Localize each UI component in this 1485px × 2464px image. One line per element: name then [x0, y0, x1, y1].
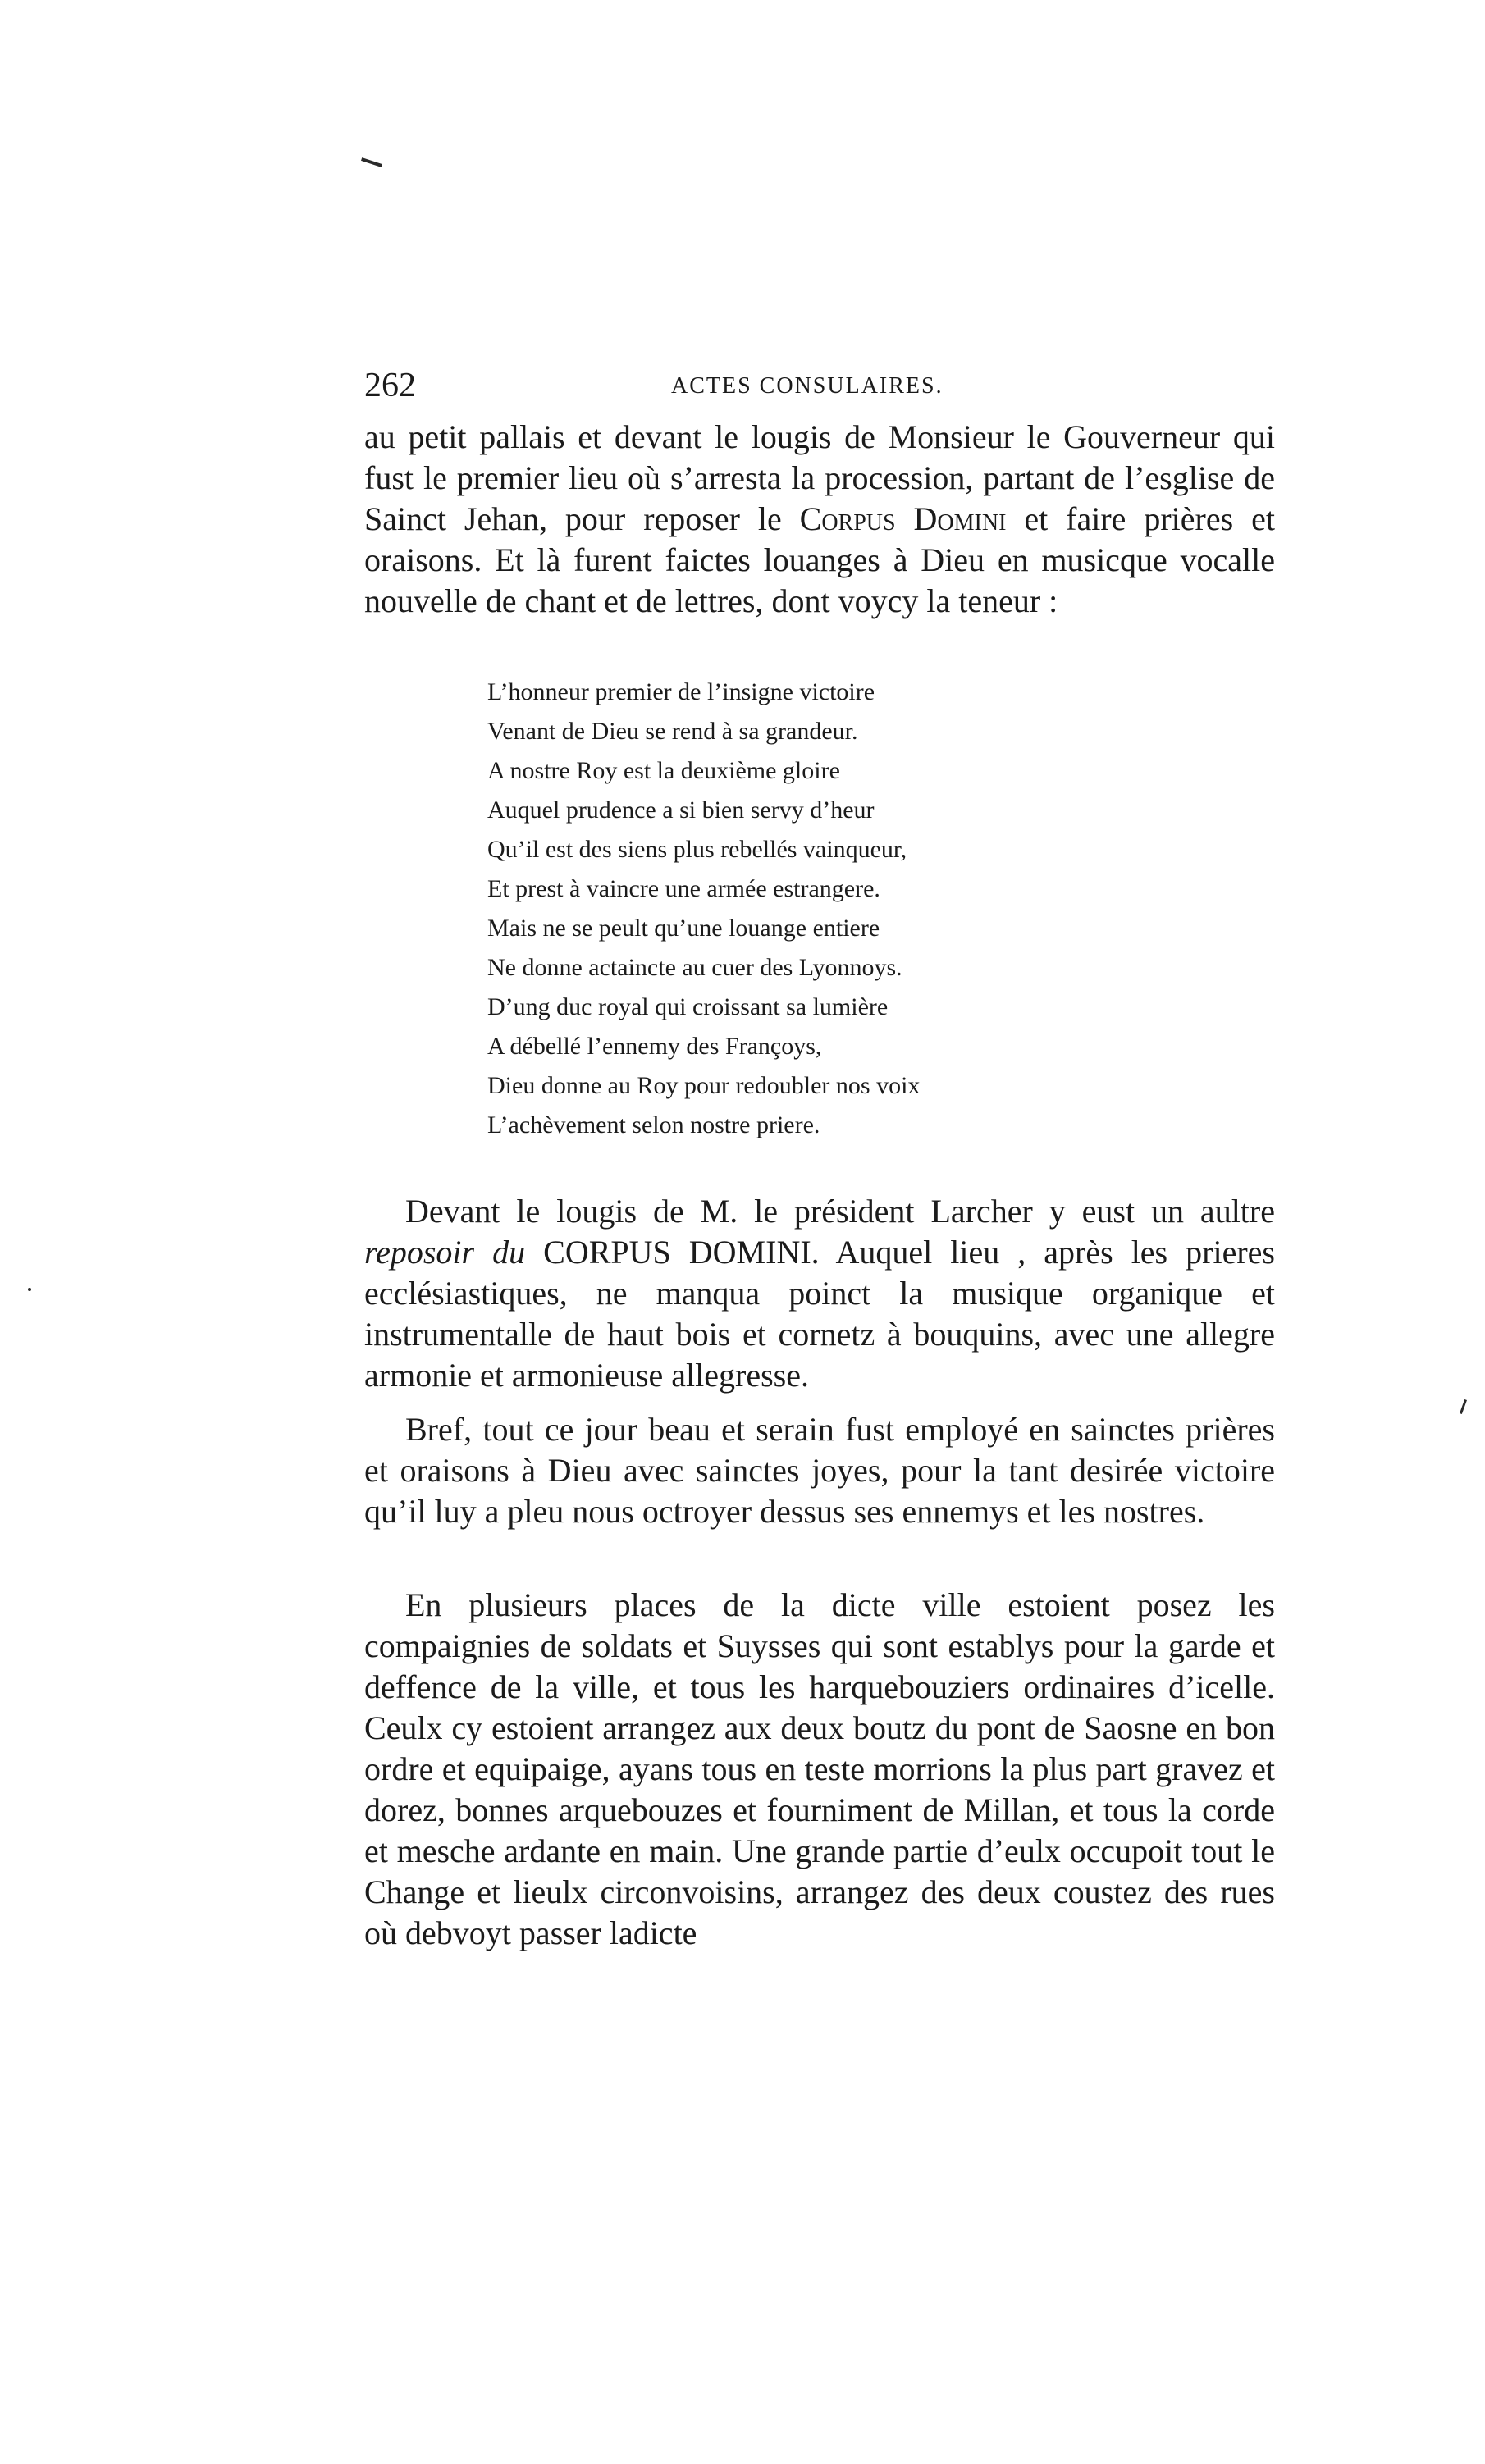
paragraph-text: Devant le lougis de M. le président Larcher y eust un aultre — [405, 1193, 1275, 1230]
scan-mark — [361, 157, 382, 167]
paragraph-text: au petit pallais et devant le lougis de Monsieur le Gouverneur qui fust le premier lieu où s’arresta la procession, partant de l’esglise de Sainct Jehan, pour reposer le — [364, 418, 1275, 537]
verse-line: Auquel prudence a si bien servy d’heur — [487, 796, 875, 824]
verse-line: Mais ne se peult qu’une louange entiere — [487, 915, 880, 942]
verse-line: Qu’il est des siens plus rebellés vainqueur, — [487, 836, 907, 863]
paragraph-text: CORPUS DOMINI. Auquel lieu , après les prieres ecclésiastiques, ne manqua poinct la musique organique et instrumentalle de haut bois et cornetz à bouquins, avec une allegre armonie et armonieuse allegresse. — [364, 1234, 1275, 1394]
paragraph-text: et faire prières et oraisons. Et là furent faictes louanges à Dieu en musicque vocalle nouvelle de chant et de lettres, dont voycy la teneur : — [364, 500, 1275, 619]
reposoir-italic: reposoir du — [364, 1234, 526, 1271]
verse-line: A nostre Roy est la deuxième gloire — [487, 757, 840, 784]
paragraph-compaignies: En plusieurs places de la dicte ville estoient posez les compaignies de soldats et Suysses qui sont establys pour la garde et deffence de la ville, et tous les harquebouziers ordinaires d’icelle. Ceulx cy estoient arrangez aux deux boutz du pont de Saosne en bon ordre et equipaige, ayans tous en teste morrions la plus part gravez et dorez, bonnes arquebouzes et fourniment de Millan, et tous la corde et mesche ardante en main. Une grande partie d’eulx occupoit tout le Change et lieulx circonvoisins, arrangez des deux coustez des rues où debvoyt passer ladicte — [364, 1586, 1275, 1951]
verse-line: L’achèvement selon nostre priere. — [487, 1111, 820, 1138]
paragraph-bref: Bref, tout ce jour beau et serain fust employé en sainctes prières et oraisons à Dieu avec sainctes joyes, pour la tant desirée victoire qu’il luy a pleu nous octroyer dessus ses ennemys et les nostres. — [364, 1411, 1275, 1530]
scan-mark — [1460, 1399, 1467, 1414]
verse-line: Et prest à vaincre une armée estrangere. — [487, 875, 880, 902]
page-number: 262 — [364, 367, 416, 404]
verse-line: Dieu donne au Roy pour redoubler nos voix — [487, 1072, 921, 1099]
verse-line: L’honneur premier de l’insigne victoire — [487, 678, 875, 705]
paragraph-procession — [364, 417, 1275, 622]
verse-line: A débellé l’ennemy des Françoys, — [487, 1033, 822, 1060]
corpus-domini-smallcaps: Corpus Domini — [799, 500, 1007, 537]
running-head: ACTES CONSULAIRES. — [671, 373, 944, 399]
verse-line: D’ung duc royal qui croissant sa lumière — [487, 993, 889, 1020]
paragraph-larcher-reposoir — [364, 1191, 1275, 1396]
scan-mark — [28, 1288, 31, 1291]
verse-block — [487, 673, 1111, 1145]
page-header — [364, 361, 1275, 410]
verse-line: Ne donne actaincte au cuer des Lyonnoys. — [487, 954, 902, 981]
verse-line: Venant de Dieu se rend à sa grandeur. — [487, 718, 858, 745]
